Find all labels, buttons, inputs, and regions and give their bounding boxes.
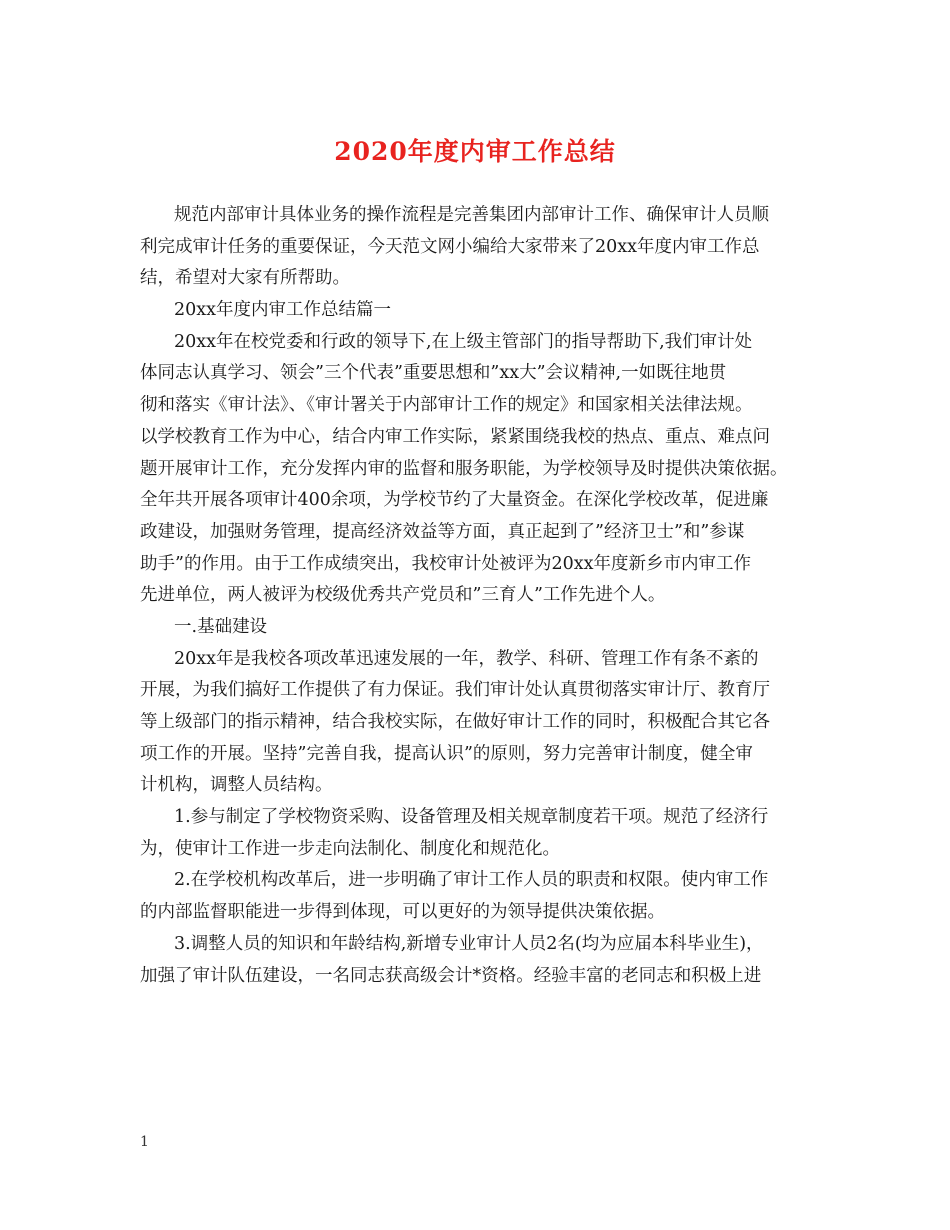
text-line: 等上级部门的指示精神，结合我校实际，在做好审计工作的同时，积极配合其它各 [140,712,770,732]
text-line: 助手”的作用。由于工作成绩突出，我校审计处被评为20xx年度新乡市内审工作 [140,553,751,574]
text-line: 结，希望对大家有所帮助。 [140,268,350,289]
text-line: 开展，为我们搞好工作提供了有力保证。我们审计处认真贯彻落实审计厅、教育厅 [140,680,770,701]
text-line: 一.基础建设 [174,616,268,637]
text-line: 政建设，加强财务管理，提高经济效益等方面，真正起到了”经济卫士”和”参谋 [140,521,745,542]
document-body [140,200,830,992]
text-line: 20xx年在校党委和行政的领导下,在上级主管部门的指导帮助下,我们审计处 [174,331,753,352]
text-line: 全年共开展各项审计400余项，为学校节约了大量资金。在深化学校改革，促进廉 [140,490,769,511]
text-line: 为，使审计工作进一步走向法制化、制度化和规范化。 [140,838,560,859]
text-line: 加强了审计队伍建设，一名同志获高级会计*资格。经验丰富的老同志和积极上进 [140,965,762,986]
text-line: 先进单位，两人被评为校级优秀共产党员和”三育人”工作先进个人。 [140,585,666,606]
text-line: 利完成审计任务的重要保证，今天范文网小编给大家带来了20xx年度内审工作总 [140,236,760,257]
text-line: 2.在学校机构改革后，进一步明确了审计工作人员的职责和权限。使内审工作 [174,870,769,891]
text-line: 3.调整人员的知识和年龄结构,新增专业审计人员2名(均为应届本科毕业生)， [174,933,764,954]
text-line: 项工作的开展。坚持”完善自我，提高认识”的原则，努力完善审计制度，健全审 [140,743,753,764]
text-line: 1.参与制定了学校物资采购、设备管理及相关规章制度若干项。规范了经济行 [174,807,769,828]
text-line: 规范内部审计具体业务的操作流程是完善集团内部审计工作、确保审计人员顺 [174,205,769,225]
text-line: 题开展审计工作，充分发挥内审的监督和服务职能，为学校领导及时提供决策依据。 [140,458,788,479]
page-number: 1 [140,1134,149,1150]
text-line: 体同志认真学习、领会”三个代表”重要思想和”xx大”会议精神,一如既往地贯 [140,363,727,384]
text-line: 彻和落实《审计法》、《审计署关于内部审计工作的规定》和国家相关法律法规。 [140,395,753,416]
text-line: 以学校教育工作为中心，结合内审工作实际，紧紧围绕我校的热点、重点、难点问 [140,426,770,447]
text-line: 计机构，调整人员结构。 [140,775,333,796]
document-title: 2020年度内审工作总结 [334,137,616,166]
text-line: 的内部监督职能进一步得到体现，可以更好的为领导提供决策依据。 [140,902,665,923]
text-line: 20xx年度内审工作总结篇一 [174,300,392,321]
text-line: 20xx年是我校各项改革迅速发展的一年，教学、科研、管理工作有条不紊的 [174,648,759,669]
